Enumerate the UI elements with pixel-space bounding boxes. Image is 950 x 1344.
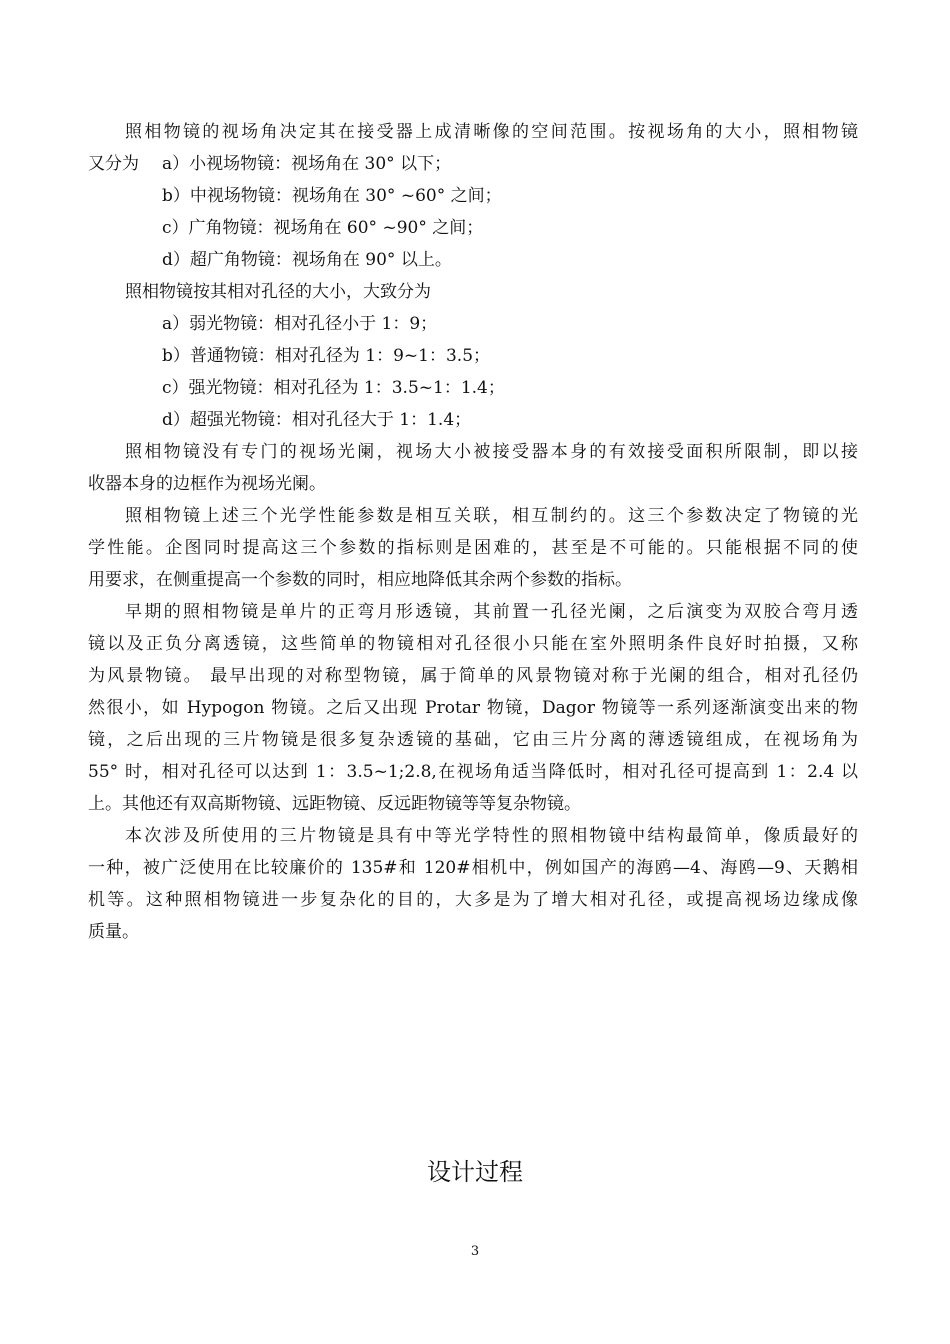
body-text [88,116,858,948]
aperture-item-d: d）超强光物镜：相对孔径大于 1：1.4； [162,410,472,430]
params-line-3: 用要求，在侧重提高一个参数的同时，相应地降低其余两个参数的指标。 [88,570,632,590]
field-stop-line-1: 照相物镜没有专门的视场光阑，视场大小被接受器本身的有效接受面积所限制，即以接 [125,442,858,462]
triplet-line-3: 机等。这种照相物镜进一步复杂化的目的，大多是为了增大相对孔径，或提高视场边缘成像 [88,890,858,910]
aperture-intro: 照相物镜按其相对孔径的大小，大致分为 [125,282,431,302]
history-line-4: 然很小，如 Hypogon 物镜。之后又出现 Protar 物镜，Dagor 物镜等一系列逐渐演变出来的物 [88,698,858,718]
history-line-1: 早期的照相物镜是单片的正弯月形透镜，其前置一孔径光阑，之后演变为双胶合弯月透 [125,602,858,622]
aperture-item-b: b）普通物镜：相对孔径为 1：9~1：3.5； [162,346,491,366]
fov-item-a: a）小视场物镜：视场角在 30° 以下； [162,154,452,174]
triplet-line-1: 本次涉及所使用的三片物镜是具有中等光学特性的照相物镜中结构最简单，像质最好的 [125,826,858,846]
fov-item-d: d）超广角物镜：视场角在 90° 以上。 [162,250,452,270]
field-stop-line-2: 收器本身的边框作为视场光阑。 [88,474,326,494]
fov-intro-line-1: 照相物镜的视场角决定其在接受器上成清晰像的空间范围。按视场角的大小，照相物镜 [125,122,858,142]
triplet-line-4: 质量。 [88,922,139,942]
page-number: 3 [470,1244,480,1259]
history-line-5: 镜，之后出现的三片物镜是很多复杂透镜的基础，它由三片分离的薄透镜组成，在视场角为 [88,730,858,750]
history-line-3: 为风景物镜。 最早出现的对称型物镜，属于简单的风景物镜对称于光阑的组合，相对孔径仍 [88,666,858,686]
aperture-item-c: c）强光物镜：相对孔径为 1：3.5~1：1.4； [162,378,505,398]
history-line-6: 55° 时，相对孔径可以达到 1：3.5~1;2.8,在视场角适当降低时，相对孔径可提高到 1：2.4 以 [88,762,858,782]
fov-item-c: c）广角物镜：视场角在 60° ~90° 之间； [162,218,484,238]
history-line-2: 镜以及正负分离透镜，这些简单的物镜相对孔径很小只能在室外照明条件良好时拍摄，又称 [88,634,858,654]
triplet-line-2: 一种，被广泛使用在比较廉价的 135#和 120#相机中，例如国产的海鸥—4、海鸥—9、天鹅相 [88,858,858,878]
params-line-2: 学性能。企图同时提高这三个参数的指标则是困难的，甚至是不可能的。只能根据不同的使 [88,538,858,558]
params-line-1: 照相物镜上述三个光学性能参数是相互关联，相互制约的。这三个参数决定了物镜的光 [125,506,858,526]
aperture-item-a: a）弱光物镜：相对孔径小于 1：9； [162,314,438,334]
fov-item-b: b）中视场物镜：视场角在 30° ~60° 之间； [162,186,502,206]
fov-intro-line-2 [88,148,858,180]
fov-intro-lead: 又分为 [88,154,139,174]
section-heading: 设计过程 [427,1158,523,1186]
history-line-7: 上。其他还有双高斯物镜、远距物镜、反远距物镜等等复杂物镜。 [88,794,581,814]
